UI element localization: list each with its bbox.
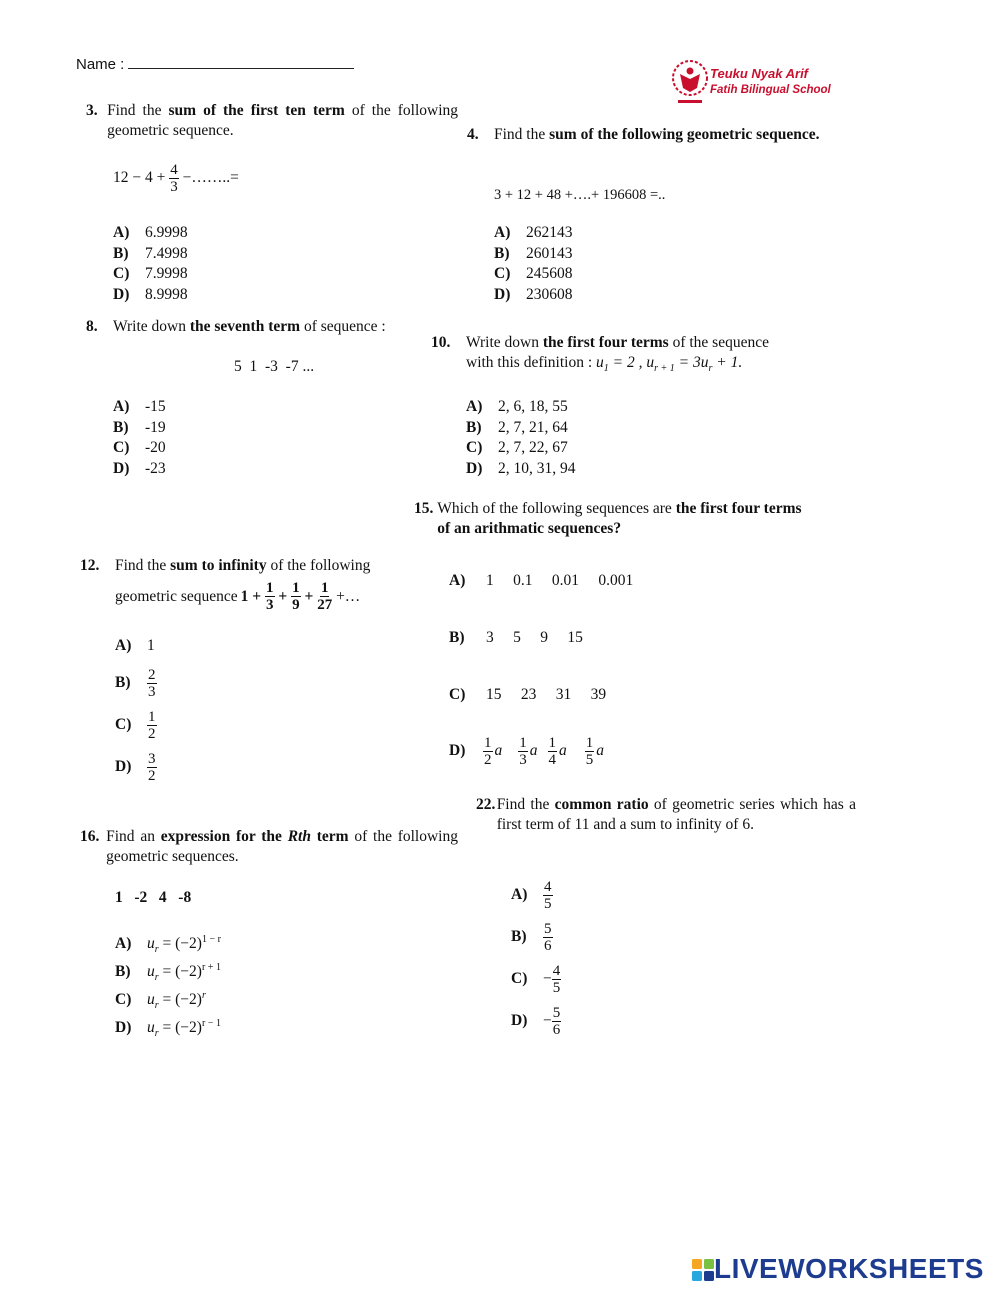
fraction	[543, 879, 553, 912]
question-bold-text: the first four terms	[542, 334, 669, 351]
option[interactable]	[113, 264, 188, 285]
question-text: Write down	[466, 334, 543, 351]
option[interactable]	[511, 916, 561, 958]
question-number: 22.	[476, 796, 496, 813]
denominator: 3	[148, 683, 156, 700]
option-value: 2, 6, 18, 55	[498, 398, 568, 415]
option-key: D)	[466, 459, 483, 477]
option-value: 6.9998	[145, 224, 188, 241]
liveworksheets-logo-icon	[692, 1259, 714, 1281]
brand-text: LIVEWORKSHEETS	[714, 1253, 984, 1284]
option-value: 230608	[526, 285, 573, 303]
option-value: 2, 10, 31, 94	[498, 459, 576, 477]
question-bold-text: the first four terms of an arithmatic sequences?	[437, 500, 802, 537]
question-bold-text: expression for the	[160, 828, 288, 845]
option[interactable]: D) $\frac{1}{2}$ a $\frac{1}{3}$ a $\frac{1}{4}$ a $\frac{1}{5}$ a	[449, 735, 604, 768]
fraction: $\frac{1}{3}$	[266, 580, 274, 613]
option-value: 7.9998	[145, 265, 188, 282]
option[interactable]	[511, 874, 561, 916]
option-key: D)	[113, 285, 130, 303]
q22-options	[511, 874, 561, 1042]
denominator: 5	[544, 895, 552, 912]
option-key: C)	[466, 439, 483, 456]
option[interactable]	[115, 662, 157, 704]
option[interactable]: D) − $\frac{5}{6}$	[511, 1004, 561, 1038]
option[interactable]	[466, 418, 576, 439]
option-value: -19	[145, 418, 166, 436]
expr-part: −……..=	[178, 169, 239, 187]
question-text: Find an	[106, 828, 161, 845]
option-key: B)	[466, 418, 482, 436]
option-key: C)	[449, 686, 466, 703]
question-text: of the following geometric sequences.	[106, 828, 458, 865]
question-4	[467, 125, 839, 145]
option-key: A)	[113, 398, 130, 415]
option[interactable]	[113, 244, 188, 265]
option[interactable]	[466, 438, 576, 459]
denominator: 6	[544, 937, 552, 954]
recurrence-definition: $u_1 = 2$ , $u_{r + 1} = 3u_r + 1$.	[596, 354, 743, 375]
option-key: B)	[113, 418, 129, 436]
q10-options	[466, 397, 576, 479]
option[interactable]: B) $u_r = (-2)^{r + 1}$	[115, 962, 221, 984]
exponent: r + 1	[201, 962, 221, 973]
school-emblem-icon	[670, 58, 710, 106]
fraction	[147, 709, 157, 742]
question-text: Write down	[113, 318, 190, 335]
option[interactable]: C) − $\frac{4}{5}$	[511, 962, 561, 996]
option[interactable]	[113, 438, 166, 459]
q12-options	[115, 636, 157, 788]
option-key: C)	[115, 715, 132, 733]
question-8	[86, 317, 446, 337]
exponent: r	[201, 990, 206, 1001]
fraction	[552, 963, 562, 996]
option-key: D)	[511, 1011, 528, 1029]
option-key: B)	[115, 963, 131, 981]
option-value: 3 5 9 15	[486, 629, 583, 646]
school-logo	[670, 58, 860, 108]
fraction: $\frac{1}{4}$	[548, 735, 556, 768]
option-key: A)	[115, 637, 132, 654]
question-number: 12.	[80, 557, 100, 574]
numerator: 2	[148, 666, 156, 683]
option-key: C)	[113, 439, 130, 456]
option-value: 1	[147, 637, 155, 654]
fraction: $\frac{1}{5}$	[585, 735, 594, 768]
option[interactable]	[494, 244, 573, 265]
question-text: Find the	[107, 102, 169, 119]
name-blank[interactable]	[128, 56, 354, 69]
question-bold-text: the seventh term	[189, 318, 301, 335]
q3-options	[113, 223, 188, 305]
option[interactable]: D) $u_r = (-2)^{r - 1}$	[115, 1018, 221, 1040]
option-value: 15 23 31 39	[486, 686, 607, 703]
fraction	[147, 751, 157, 784]
option[interactable]	[113, 285, 188, 306]
question-text: of the following geometric sequence.	[107, 102, 458, 139]
question-text: Which of the following sequences are	[437, 500, 676, 517]
option[interactable]	[449, 628, 633, 685]
option-key: B)	[511, 927, 527, 945]
option[interactable]	[494, 285, 573, 306]
option-value: 8.9998	[145, 285, 188, 303]
question-text: with this definition :	[466, 354, 597, 371]
option-value: 1 0.1 0.01 0.001	[486, 572, 634, 589]
question-3	[86, 101, 458, 141]
option-key: C)	[113, 265, 130, 282]
fraction: $\frac{1}{2}$	[484, 735, 492, 768]
option-key: A)	[466, 398, 483, 415]
fraction	[147, 667, 157, 700]
question-number: 15.	[414, 500, 434, 517]
question-number: 3.	[86, 102, 98, 119]
q3-expression	[113, 162, 239, 195]
option[interactable]	[115, 746, 157, 788]
denominator: 3	[170, 179, 178, 195]
question-bold-text: term	[310, 828, 349, 845]
option[interactable]	[466, 397, 576, 418]
question-10	[431, 333, 831, 379]
question-number: 16.	[80, 828, 100, 845]
option-key: A)	[115, 935, 132, 953]
name-field[interactable]	[76, 56, 354, 73]
exponent: r − 1	[201, 1018, 221, 1029]
option[interactable]	[449, 685, 633, 735]
option-key: B)	[115, 673, 131, 691]
question-15	[414, 499, 804, 539]
option-key: B)	[113, 244, 129, 262]
question-16	[80, 827, 458, 867]
option-value: 7.4998	[145, 244, 188, 262]
fraction: $\frac{1}{3}$	[519, 735, 527, 768]
q15-options	[449, 571, 633, 768]
option-key: D)	[494, 285, 511, 303]
option-key: A)	[449, 572, 466, 589]
question-number: 4.	[467, 126, 479, 143]
option[interactable]	[113, 459, 166, 480]
option[interactable]	[466, 459, 576, 480]
numerator: 1	[148, 708, 156, 725]
option-key: A)	[113, 224, 130, 241]
option[interactable]	[494, 264, 573, 285]
question-text: geometric sequence	[115, 587, 238, 605]
question-text: Find the	[115, 557, 171, 574]
numerator: 3	[148, 750, 156, 767]
school-name-line2: Fatih Bilingual School	[710, 84, 831, 96]
option-key: B)	[494, 244, 510, 262]
numerator: 4	[170, 162, 178, 178]
option-key: A)	[494, 224, 511, 241]
option[interactable]	[449, 571, 633, 628]
option[interactable]	[113, 397, 166, 418]
question-bold-text: common ratio	[554, 796, 649, 813]
denominator: 5	[552, 979, 561, 996]
q4-expression: 3 + 12 + 48 +….+ 196608 =..	[494, 187, 666, 203]
option[interactable]	[494, 223, 573, 244]
option-key: D)	[113, 459, 130, 477]
question-text: of geometric series which has a first term of 11 and a sum to infinity of 6.	[496, 796, 856, 833]
school-name-line1: Teuku Nyak Arif	[710, 66, 809, 81]
option[interactable]: A) $u_r = (-2)^{1 - r}$	[115, 934, 221, 956]
question-bold-text: sum to infinity	[170, 557, 267, 574]
option[interactable]	[115, 636, 157, 662]
option-value: -20	[145, 439, 166, 456]
numerator: 4	[552, 962, 561, 979]
question-text: of the following	[266, 557, 371, 574]
denominator: 6	[552, 1021, 561, 1038]
fraction	[543, 921, 553, 954]
denominator: 2	[148, 767, 156, 784]
option-value: 262143	[526, 224, 573, 241]
numerator: 5	[552, 1004, 561, 1021]
option-key: C)	[511, 969, 528, 987]
numerator: 4	[544, 878, 552, 895]
liveworksheets-brand	[692, 1255, 992, 1285]
question-text: Find the	[496, 796, 555, 813]
option-key: D)	[115, 757, 132, 775]
question-number: 10.	[431, 334, 451, 351]
question-text: of the sequence	[668, 334, 769, 351]
option[interactable]	[113, 223, 188, 244]
name-label: Name :	[76, 56, 125, 73]
q8-sequence: 5 1 -3 -7 ...	[234, 358, 315, 375]
question-bold-text: sum of the following geometric sequence.	[549, 126, 820, 143]
option-value: 2, 7, 22, 67	[498, 439, 568, 456]
option-key: B)	[449, 629, 465, 646]
option-value: 2, 7, 21, 64	[498, 418, 568, 436]
fraction: $\frac{1}{27}$	[317, 580, 333, 613]
numerator: 5	[544, 920, 552, 937]
fraction: $\frac{1}{9}$	[292, 580, 300, 613]
question-number: 8.	[86, 318, 98, 335]
question-12: 12. Find the sum to infinity of the following geometric sequence 1 + $\frac{1}{3}$ + $\frac{1}{9}$ + $\frac{1}{27}$ +…	[80, 557, 371, 613]
fraction	[169, 162, 179, 195]
option-value: -23	[145, 459, 166, 477]
question-text: Find the	[494, 126, 550, 143]
question-bold-text: sum of the first ten term	[168, 102, 345, 119]
option[interactable]: C) $u_r = (-2)^r$	[115, 990, 206, 1012]
option-key: A)	[511, 885, 528, 903]
option-key: D)	[449, 742, 466, 760]
q8-options	[113, 397, 166, 479]
option-key: D)	[115, 1019, 132, 1037]
option-value: -15	[145, 398, 166, 415]
exponent: 1 − r	[201, 934, 221, 945]
q4-options	[494, 223, 573, 305]
fraction	[552, 1005, 562, 1038]
expr-part: 12 − 4 +	[113, 169, 170, 187]
option-key: C)	[494, 265, 511, 282]
option-value: 260143	[526, 244, 573, 262]
q16-options	[115, 930, 221, 1042]
question-bold-italic-text: Rth	[287, 828, 311, 845]
option[interactable]	[115, 704, 157, 746]
option-value: 245608	[526, 265, 573, 282]
question-text: of sequence :	[300, 318, 386, 335]
q16-sequence: 1 -2 4 -8	[115, 889, 192, 906]
question-22	[476, 795, 856, 835]
option-key: C)	[115, 991, 132, 1009]
denominator: 2	[148, 725, 156, 742]
option[interactable]	[113, 418, 166, 439]
